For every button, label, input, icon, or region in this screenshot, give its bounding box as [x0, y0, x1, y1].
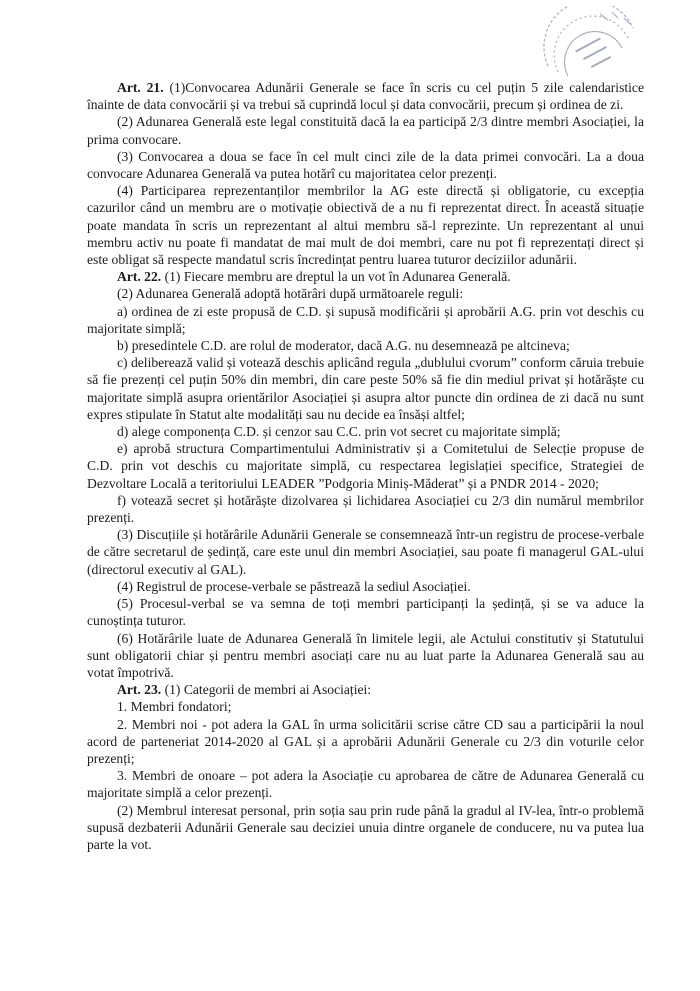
art22-item-f: f) votează secret și hotărăște dizolvarea și lichidarea Asociației cu 2/3 din numărul membrilor prezenți.: [87, 492, 644, 526]
art22-paragraph-6: (6) Hotărârile luate de Adunarea Generală în limitele legii, ale Actului constitutiv și Statutului sunt obligatorii chiar și pentru membri asociați care nu au luat parte la Adunarea Generală sau au votat împotrivă.: [87, 630, 644, 680]
document-body: [87, 79, 644, 853]
art23-item-1: 1. Membri fondatori;: [117, 699, 232, 715]
art21-paragraph-3: (3) Convocarea a doua se face în cel mult cinci zile de la data primei convocări. La a doua convocare Adunarea Generală va putea hotărî cu majoritatea celor prezenți.: [87, 148, 644, 182]
art22-item-e: e) aprobă structura Compartimentului Administrativ și a Comitetului de Selecție propuse de C.D. prin vot deschis cu majoritate simplă, cu respectarea legislației specifice, Strategiei de Dezvoltare Locală a teritoriului LEADER ”Podgoria Miniș-Măderat” și a PNDR 2014 - 2020;: [87, 441, 644, 491]
art23-label: Art. 23.: [117, 682, 162, 698]
art22-paragraph-1: Art. 22. (1) Fiecare membru are dreptul la un vot în Adunarea Generală.: [117, 269, 511, 285]
art23-item-3: 3. Membri de onoare – pot adera la Asociație cu aprobarea de către de Adunarea Generală cu majoritate simplă a celor prezenți.: [87, 768, 644, 801]
art22-paragraph-2: (2) Adunarea Generală adoptă hotărâri după următoarele reguli:: [117, 286, 464, 302]
art22-item-c: c) deliberează valid și votează deschis aplicând regula „dublului cvorum” conform căruia trebuie să fie prezenți cel puțin 50% din membri, din care peste 50% să fie din mediul privat și hotărăște cu majoritate simplă asupra orientărilor Asociației și asupra altor puncte din ordinea de zi dacă nu sunt expres stipulate în Statut alte modalități sau nu decide ea însăși altfel;: [87, 355, 644, 422]
art22-label: Art. 22.: [117, 269, 162, 285]
art22-item-a: a) ordinea de zi este propusă de C.D. și supusă modificării și aprobării A.G. prin vot deschis cu majoritate simplă;: [87, 303, 644, 336]
art23-paragraph-1: Art. 23. (1) Categorii de membri ai Asociației:: [117, 682, 372, 698]
art21-label: Art. 21.: [117, 80, 164, 95]
art22-paragraph-4: (4) Registrul de procese-verbale se păstrează la sediul Asociației.: [117, 578, 471, 594]
art23-paragraph-2: (2) Membrul interesat personal, prin soția sau prin rude până la gradul al IV-lea, într-o problemă supusă dezbaterii Adunării Generale sau deciziei unuia dintre organele de conducere, nu va putea lua parte la vot.: [87, 802, 644, 852]
art21-paragraph-2: (2) Adunarea Generală este legal constituită dacă la ea participă 2/3 dintre membri Asociației, la prima convocare.: [87, 114, 644, 147]
art22-item-b: b) presedintele C.D. are rolul de moderator, dacă A.G. nu desemnează pe altcineva;: [117, 338, 570, 354]
art21-paragraph-4: (4) Participarea reprezentanților membrilor la AG este directă și obligatorie, cu excepția cazurilor când un membru are o motivație obiectivă de a nu fi reprezentat direct. În această situație poate mandata în scris un reprezentant al altui membru să-l reprezinte. Un reprezentant al unui membru activ nu poate fi mandatat de mai mult de doi membri, care nu pot fi reprezentați direct și este obligat să respecte mandatul scris încredințat pentru luarea tuturor deciziilor adunării.: [87, 183, 644, 268]
art21-paragraph-1: Art. 21. (1)Convocarea Adunării Generale se face în scris cu cel puțin 5 zile calendaristice înainte de data convocării și va trebui să cuprindă locul și data convocării, precum și ordinea de zi.: [87, 80, 644, 113]
art23-item-2: 2. Membri noi - pot adera la GAL în urma solicitării scrise către CD sau a participării la noul acord de parteneriat 2014-2020 al GAL și a aprobării Adunării Generale cu 2/3 din voturile celor prezenți;: [87, 716, 644, 766]
art22-paragraph-5: (5) Procesul-verbal se va semna de toți membri participanți la ședință, și se va aduce la cunoștința tuturor.: [87, 596, 644, 629]
art22-item-d: d) alege componența C.D. și cenzor sau C.C. prin vot secret cu majoritate simplă;: [117, 424, 561, 440]
art22-paragraph-3: (3) Discuțiile și hotărârile Adunării Generale se consemnează într-un registru de procese-verbale de către secretarul de ședință, care este unul din membri Asociației, sau poate fi managerul GAL-ului (directorul executiv al GAL).: [87, 527, 644, 577]
